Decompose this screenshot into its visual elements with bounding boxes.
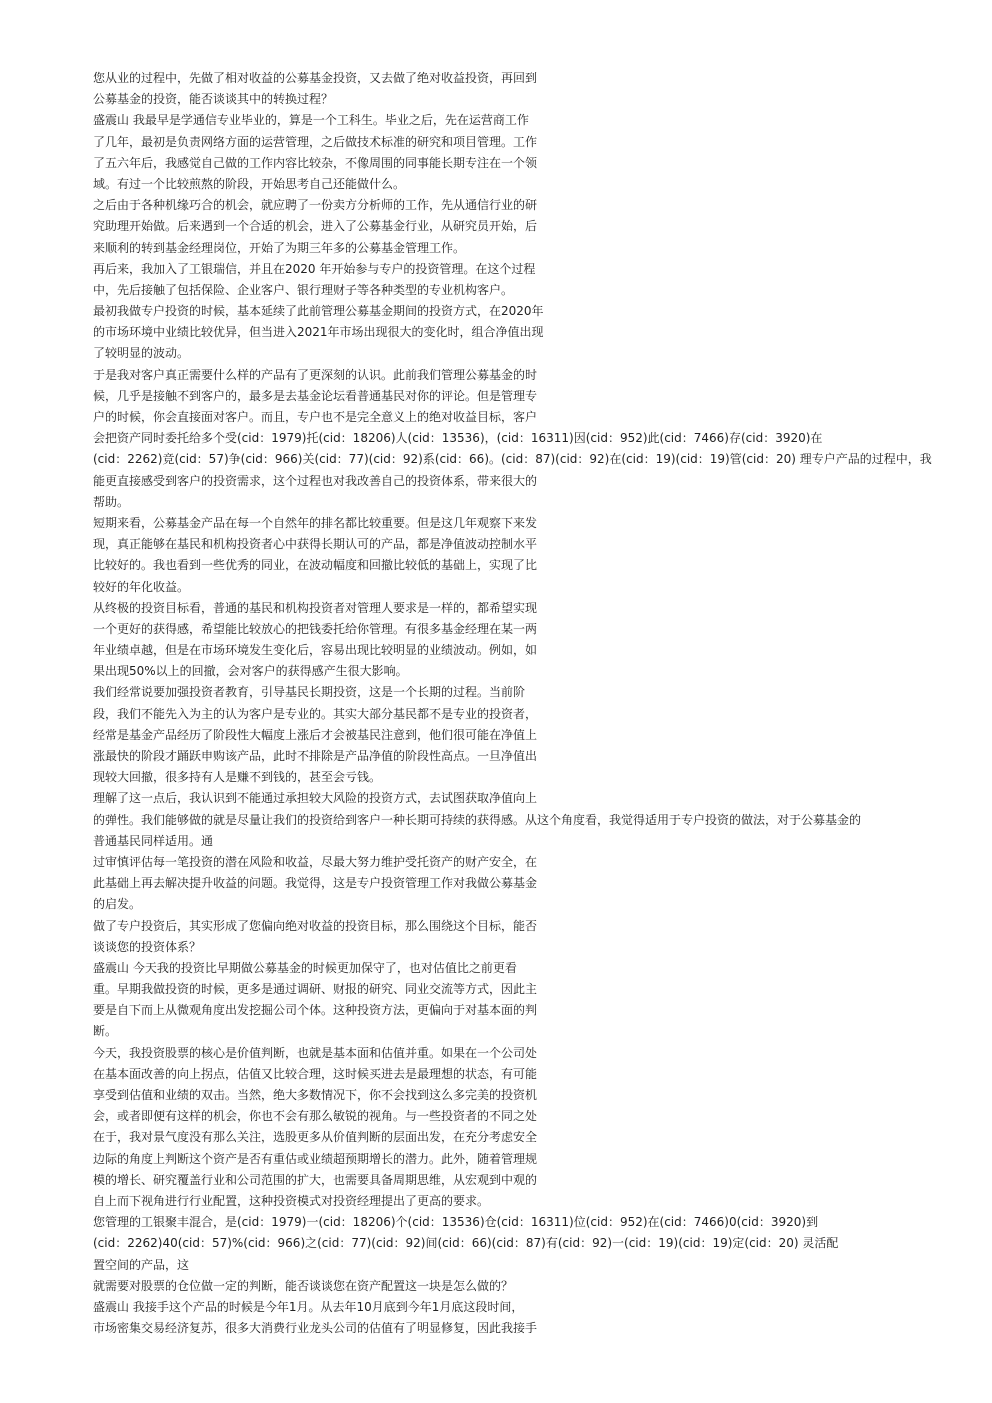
text-line: 做了专户投资后，其实形成了您偏向绝对收益的投资目标，那么围绕这个目标，能否 xyxy=(93,918,538,933)
text-line: 今天，我投资股票的核心是价值判断，也就是基本面和估值并重。如果在一个公司处 xyxy=(93,1045,538,1060)
text-line: 短期来看，公募基金产品在每一个自然年的排名都比较重要。但是这几年观察下来发 xyxy=(93,515,538,530)
text-line: 一个更好的获得感，希望能比较放心的把钱委托给你管理。有很多基金经理在某一两 xyxy=(93,621,538,636)
text-line: 较好的年化收益。 xyxy=(93,579,190,594)
text-line: 置空间的产品，这 xyxy=(93,1257,190,1272)
text-line: 现，真正能够在基民和机构投资者心中获得长期认可的产品，都是净值波动控制水平 xyxy=(93,537,538,552)
text-line: 从终极的投资目标看，普通的基民和机构投资者对管理人要求是一样的，都希望实现 xyxy=(93,600,538,615)
text-line: (cid：2262)40(cid：57)%(cid：966)之(cid：77)(cid：92)间(cid：66)(cid：87)有(cid：92)一(cid：19)(cid：19)定(cid：20) 灵活配 xyxy=(93,1236,839,1251)
text-line: 我们经常说要加强投资者教育，引导基民长期投资，这是一个长期的过程。当前阶 xyxy=(93,685,526,700)
text-line: 了五六年后，我感觉自己做的工作内容比较杂，不像周围的同事能长期专注在一个领 xyxy=(93,155,538,170)
text-line: (cid：2262)竞(cid：57)争(cid：966)关(cid：77)(cid：92)系(cid：66)。(cid：87)(cid：92)在(cid：19)(cid：19)管(cid：20) 理专户产品的过程中，我 xyxy=(93,452,932,467)
text-line: 究助理开始做。后来遇到一个合适的机会，进入了公募基金行业，从研究员开始，后 xyxy=(93,219,538,234)
text-line: 帮助。 xyxy=(93,494,130,509)
document-body xyxy=(93,68,953,1339)
text-line: 此基础上再去解决提升收益的问题。我觉得，这是专户投资管理工作对我做公募基金 xyxy=(93,876,538,891)
text-line: 的弹性。我们能够做的就是尽量让我们的投资给到客户一种长期可持续的获得感。从这个角度看，我觉得适用于专户投资的做法，对于公募基金的 xyxy=(93,812,862,827)
text-line: 模的增长、研究覆盖行业和公司范围的扩大，也需要具备周期思维，从宏观到中观的 xyxy=(93,1172,538,1187)
text-line: 了几年，最初是负责网络方面的运营管理，之后做技术标准的研究和项目管理。工作 xyxy=(93,134,538,149)
text-line: 会把资产同时委托给多个受(cid：1979)托(cid：18206)人(cid：13536)，(cid：16311)因(cid：952)此(cid：7466)存(cid：3920)在 xyxy=(93,431,823,446)
text-line: 来顺利的转到基金经理岗位，开始了为期三年多的公募基金管理工作。 xyxy=(93,240,466,255)
text-line: 户的时候，你会直接面对客户。而且，专户也不是完全意义上的绝对收益目标，客户 xyxy=(93,410,538,424)
text-line: 普通基民同样适用。通 xyxy=(93,833,214,848)
text-line: 年业绩卓越，但是在市场环境发生变化后，容易出现比较明显的业绩波动。例如，如 xyxy=(93,643,538,658)
text-line: 市场密集交易经济复苏，很多大消费行业龙头公司的估值有了明显修复，因此我接手 xyxy=(93,1321,538,1336)
text-line: 的启发。 xyxy=(93,897,142,912)
text-line: 边际的角度上判断这个资产是否有重估或业绩超预期增长的潜力。此外，随着管理规 xyxy=(93,1151,538,1166)
text-line: 再后来，我加入了工银瑞信，并且在2020 年开始参与专户的投资管理。在这个过程 xyxy=(93,261,536,276)
text-line: 享受到估值和业绩的双击。当然，绝大多数情况下，你不会找到这么多完美的投资机 xyxy=(93,1088,538,1102)
text-line: 域。有过一个比较煎熬的阶段，开始思考自己还能做什么。 xyxy=(93,176,406,191)
text-line: 最初我做专户投资的时候，基本延续了此前管理公募基金期间的投资方式，在2020年 xyxy=(93,304,544,319)
text-line: 经常是基金产品经历了阶段性大幅度上涨后才会被基民注意到，他们很可能在净值上 xyxy=(93,727,538,742)
text-line: 要是自下而上从微观角度出发挖掘公司个体。这种投资方法，更偏向于对基本面的判 xyxy=(93,1003,538,1018)
text-line: 了较明显的波动。 xyxy=(93,346,190,361)
text-line: 断。 xyxy=(93,1024,118,1039)
text-line: 在基本面改善的向上拐点，估值又比较合理，这时候买进去是最理想的状态，有可能 xyxy=(93,1066,538,1081)
text-line: 盛震山 我接手这个产品的时候是今年1月。从去年10月底到今年1月底这段时间， xyxy=(93,1299,524,1314)
text-line: 中，先后接触了包括保险、企业客户、银行理财子等各种类型的专业机构客户。 xyxy=(93,282,514,297)
text-line: 能更直接感受到客户的投资需求，这个过程也对我改善自己的投资体系，带来很大的 xyxy=(93,473,538,488)
text-line: 于是我对客户真正需要什么样的产品有了更深刻的认识。此前我们管理公募基金的时 xyxy=(93,367,538,382)
text-line: 谈谈您的投资体系？ xyxy=(93,939,202,954)
text-line: 候，几乎是接触不到客户的，最多是去基金论坛看普通基民对你的评论。但是管理专 xyxy=(93,388,538,403)
text-line: 盛震山 我最早是学通信专业毕业的，算是一个工科生。毕业之后，先在运营商工作 xyxy=(93,113,529,128)
text-line: 您管理的工银聚丰混合，是(cid：1979)一(cid：18206)个(cid：13536)仓(cid：16311)位(cid：952)在(cid：7466)0(cid：3920)到 xyxy=(93,1215,819,1230)
text-line: 就需要对股票的仓位做一定的判断，能否谈谈您在资产配置这一块是怎么做的？ xyxy=(93,1278,514,1293)
text-line: 现较大回撤，很多持有人是赚不到钱的，甚至会亏钱。 xyxy=(93,770,382,785)
text-line: 重。早期我做投资的时候，更多是通过调研、财报的研究、同业交流等方式，因此主 xyxy=(93,982,538,997)
text-line: 盛震山 今天我的投资比早期做公募基金的时候更加保守了，也对估值比之前更看 xyxy=(93,960,517,975)
text-line: 在于，我对景气度没有那么关注，选股更多从价值判断的层面出发，在充分考虑安全 xyxy=(93,1130,538,1145)
text-line: 公募基金的投资，能否谈谈其中的转换过程？ xyxy=(93,92,334,107)
text-line: 的市场环境中业绩比较优异，但当进入2021年市场出现很大的变化时，组合净值出现 xyxy=(93,325,544,340)
text-line: 涨最快的阶段才踊跃申购该产品，此时不排除是产品净值的阶段性高点。一旦净值出 xyxy=(93,749,538,763)
text-line: 会，或者即便有这样的机会，你也不会有那么敏锐的视角。与一些投资者的不同之处 xyxy=(93,1109,538,1124)
text-line: 之后由于各种机缘巧合的机会，就应聘了一份卖方分析师的工作，先从通信行业的研 xyxy=(93,198,538,213)
text-line: 自上而下视角进行行业配置，这种投资模式对投资经理提出了更高的要求。 xyxy=(93,1193,490,1208)
text-line: 段，我们不能先入为主的认为客户是专业的。其实大部分基民都不是专业的投资者， xyxy=(93,706,538,721)
text-line: 您从业的过程中，先做了相对收益的公募基金投资，又去做了绝对收益投资，再回到 xyxy=(93,71,538,85)
text-line: 理解了这一点后，我认识到不能通过承担较大风险的投资方式，去试图获取净值向上 xyxy=(93,791,538,806)
text-line: 过审慎评估每一笔投资的潜在风险和收益，尽最大努力维护受托资产的财产安全，在 xyxy=(93,854,538,869)
text-line: 比较好的。我也看到一些优秀的同业，在波动幅度和回撤比较低的基础上，实现了比 xyxy=(93,558,538,573)
text-line: 果出现50%以上的回撤，会对客户的获得感产生很大影响。 xyxy=(93,664,408,679)
